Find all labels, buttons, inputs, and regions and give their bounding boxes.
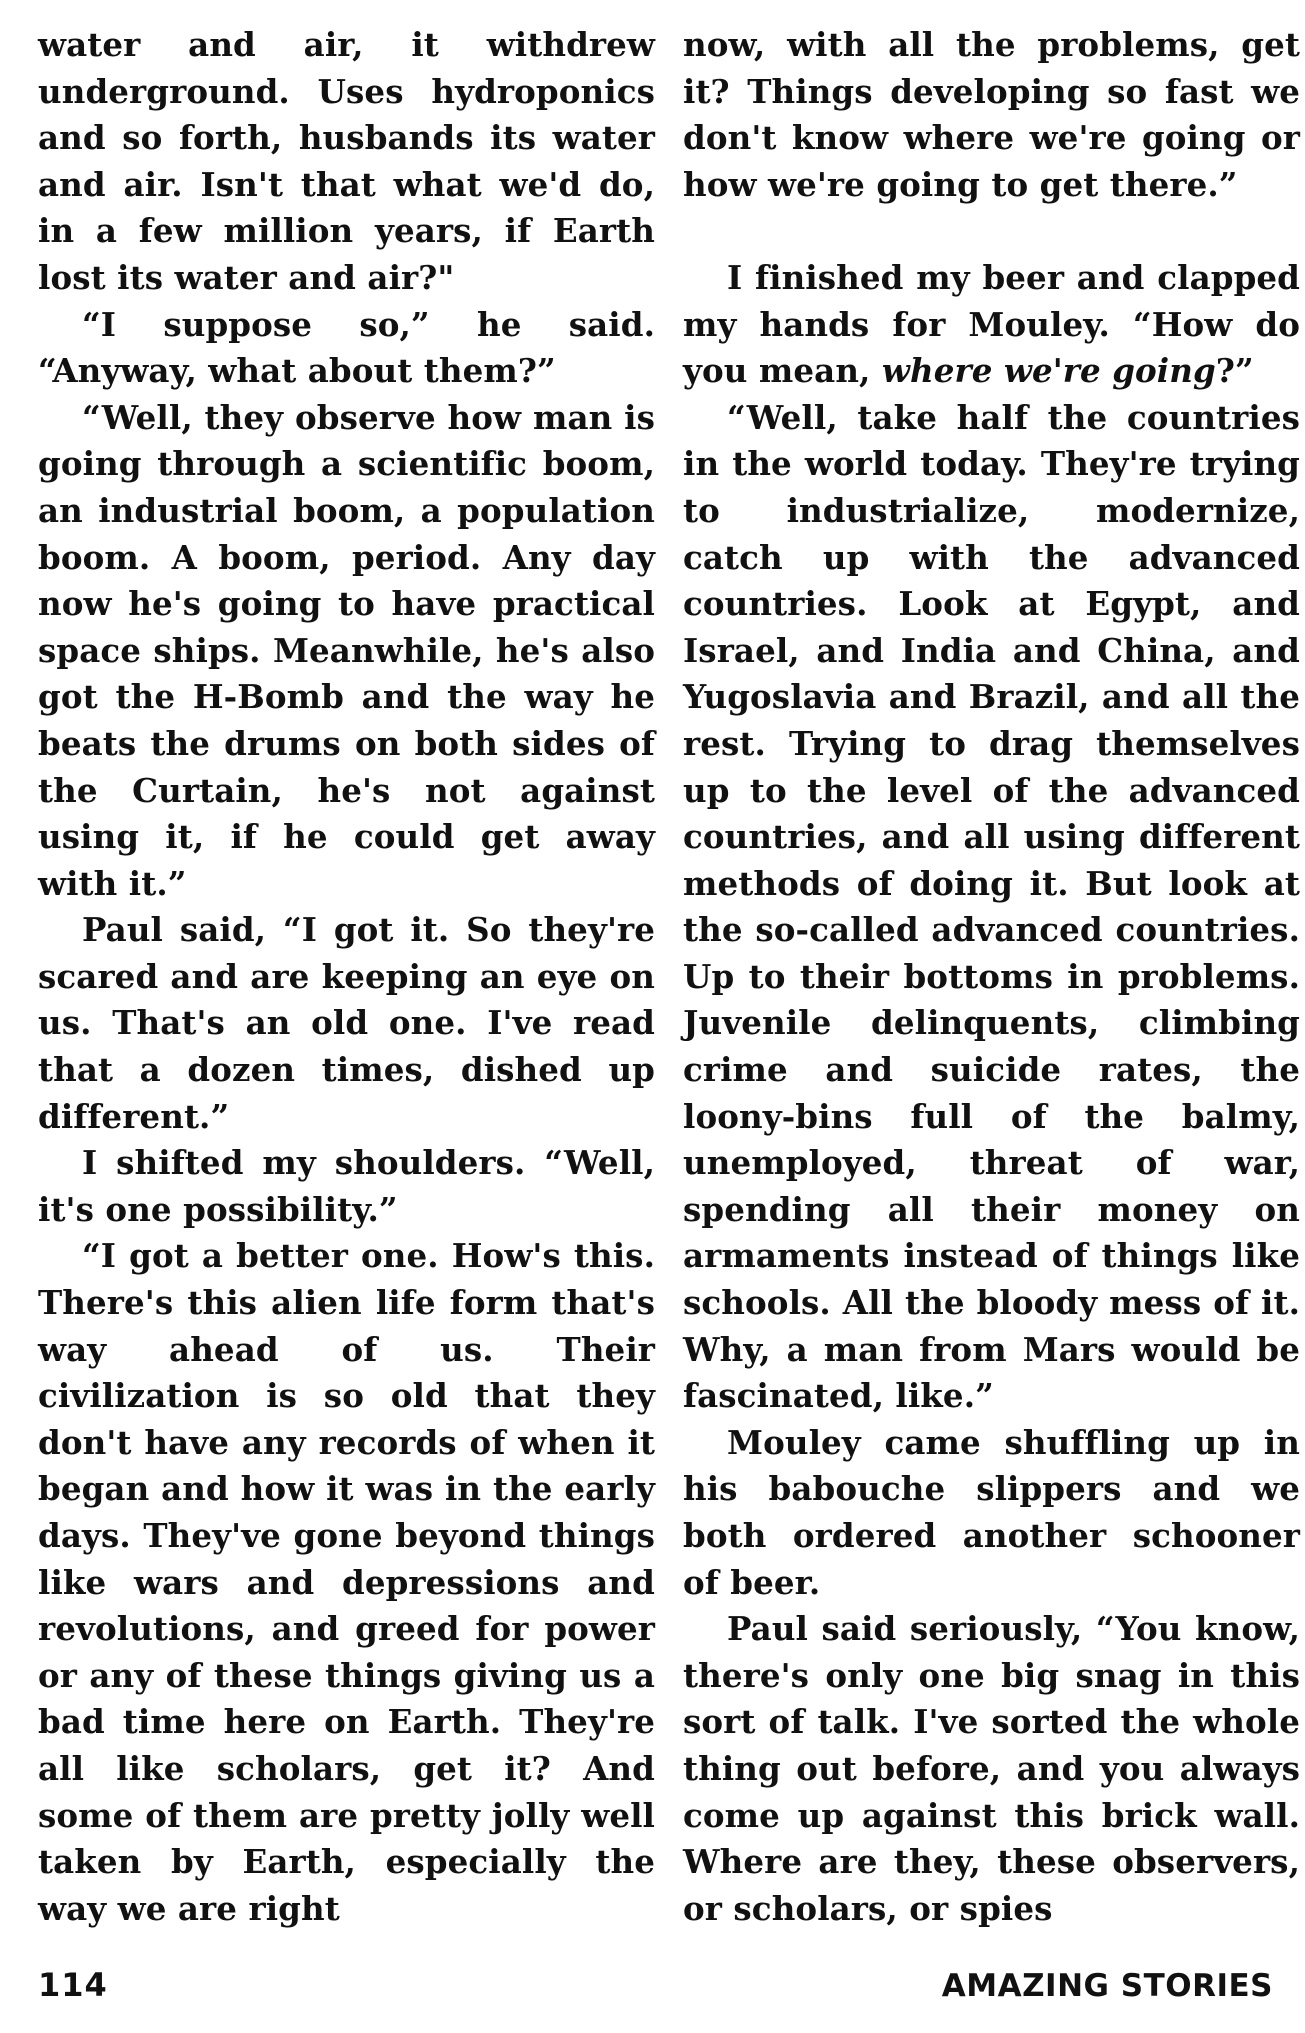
left-column: [38, 22, 655, 1932]
paragraph: Paul said, “I got it. So they're scared and are keeping an eye on us. That's an old one. I've read that a dozen times, dished up different.”: [38, 910, 655, 1136]
paragraph: Mouley came shuffling up in his babouche slippers and we both ordered another schooner of beer.: [683, 1422, 1300, 1602]
paragraph: “I suppose so,” he said. “Anyway, what about them?”: [38, 304, 655, 391]
paragraph: Paul said seriously, “You know, there's only one big snag in this sort of talk. I've sorted the whole thing out before, and you always come up against this brick wall. Where are they, these observers, or scholars, or spies: [683, 1609, 1300, 1928]
text-run: ?”: [1215, 351, 1254, 391]
page-number: 114: [38, 1966, 108, 2004]
paragraph: now, with all the problems, get it? Things developing so fast we don't know where we're going or how we're going to get there.”: [683, 25, 1300, 204]
right-column: [683, 22, 1300, 1932]
italic-phrase: where we're going: [881, 351, 1216, 391]
paragraph: I shifted my shoulders. “Well, it's one possibility.”: [38, 1143, 655, 1229]
magazine-title: AMAZING STORIES: [941, 1968, 1273, 2004]
paragraph: “Well, they observe how man is going through a scientific boom, an industrial boom, a population boom. A boom, period. Any day now he's going to have practical space ships. Meanwhile, he's also got the H-Bomb and the way he beats the drums on both sides of the Curtain, he's not against using it, if he could get away with it.”: [38, 397, 655, 903]
paragraph: “Well, take half the countries in the world today. They're trying to industrialize, modernize, catch up with the advanced countries. Look at Egypt, and Israel, and India and China, and Yugoslavia and Brazil, and all the rest. Trying to drag themselves up to the level of the advanced countries, and all using different methods of doing it. But look at the so-called advanced countries. Up to their bottoms in problems. Juvenile delinquents, climbing crime and suicide rates, the loony-bins full of the balmy, unemployed, threat of war, spending all their money on armaments instead of things like schools. All the bloody mess of it. Why, a man from Mars would be fascinated, like.”: [683, 397, 1300, 1416]
text-run: I finished my beer and clapped my hands for Mouley. “How do you mean,: [683, 257, 1300, 391]
paragraph: [683, 255, 1300, 395]
paragraph: “I got a better one. How's this. There's this alien life form that's way ahead of us. Their civilization is so old that they don't have any records of when it began and how it was in the early days. They've gone beyond things like wars and depressions and revolutions, and greed for power or any of these things giving us a bad time here on Earth. They're all like scholars, get it? And some of them are pretty jolly well taken by Earth, especially the way we are right: [38, 1236, 655, 1928]
paragraph: water and air, it withdrew underground. Uses hydroponics and so forth, husbands its water and air. Isn't that what we'd do, in a few million years, if Earth lost its water and air?": [38, 25, 655, 297]
